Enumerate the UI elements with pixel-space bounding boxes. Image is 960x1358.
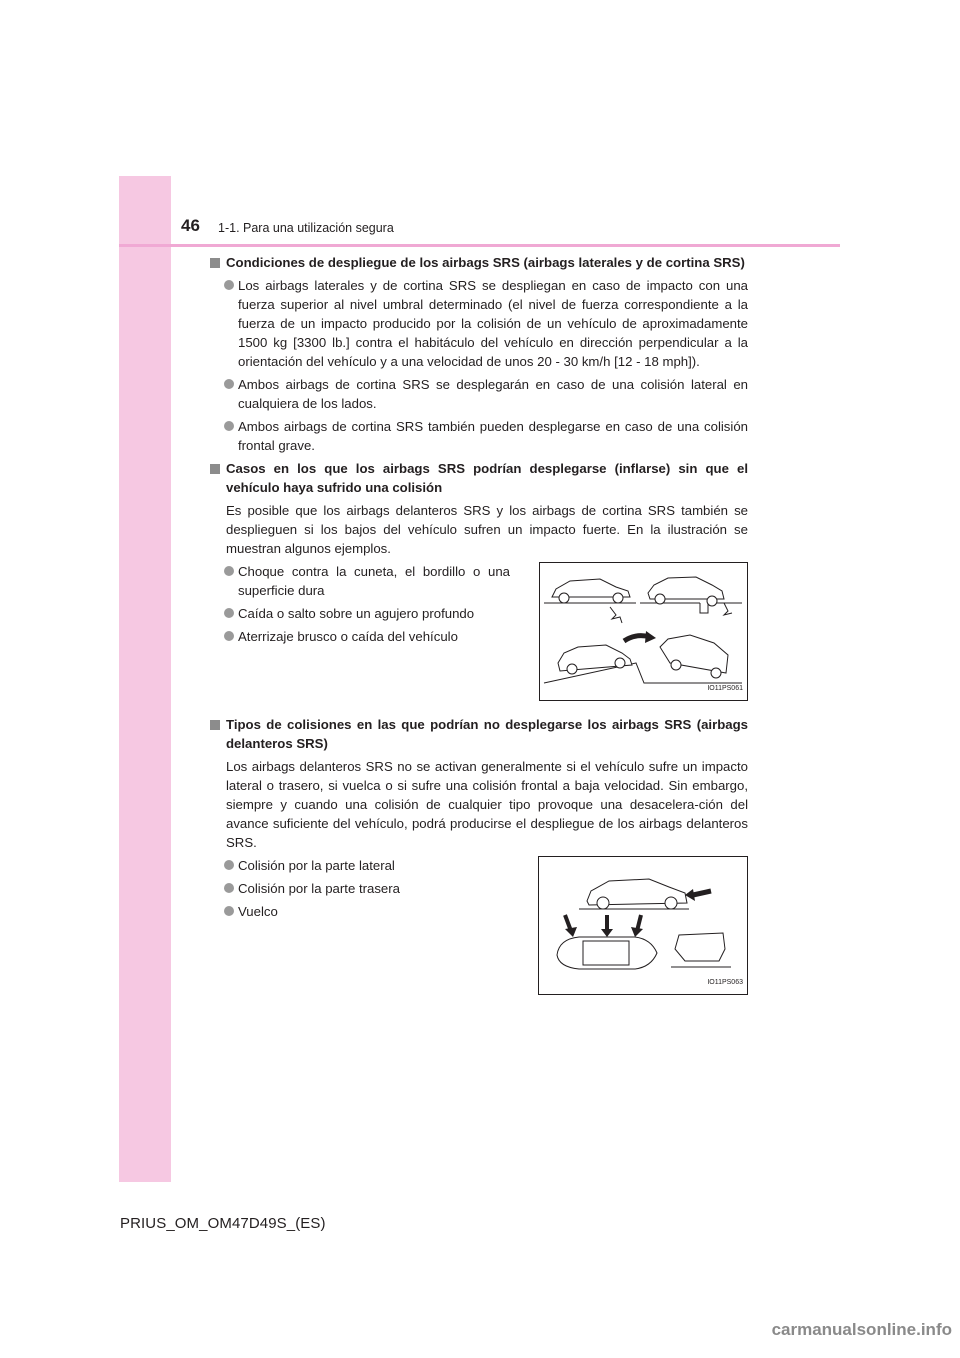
- watermark-link[interactable]: carmanualsonline.info: [771, 1320, 952, 1339]
- section-title: 1-1. Para una utilización segura: [218, 221, 394, 235]
- square-bullet-icon: [210, 464, 220, 474]
- list-item: Aterrizaje brusco o caída del vehículo: [210, 627, 510, 646]
- list-item: Los airbags laterales y de cortina SRS se despliegan en caso de impacto con una fuerza superior al nivel umbral determinado (el nivel de fuerza correspondiente a la fuerza de un impacto producido por la colisión de un vehículo de aproximadamente 1500 kg [3300 lb.] contra el habitáculo del vehículo en dirección perpendicular a la orientación del vehículo y a una velocidad de unos 20 - 30 km/h [12 - 18 mph]).: [210, 276, 748, 371]
- list-item: Ambos airbags de cortina SRS se desplegarán en caso de una colisión lateral en cualquiera de los lados.: [210, 375, 748, 413]
- circle-bullet-icon: [224, 883, 234, 893]
- examples-row: [210, 562, 748, 701]
- figure-code: IO11PS063: [707, 979, 743, 986]
- list-item: Colisión por la parte lateral: [210, 856, 510, 875]
- examples-list: [210, 562, 510, 701]
- square-bullet-icon: [210, 720, 220, 730]
- heading-non-deployment-collisions: Tipos de colisiones en las que podrían no desplegarse los airbags SRS (airbags delanteros SRS): [210, 715, 748, 753]
- collision-types-row: [210, 856, 748, 995]
- list-item: Caída o salto sobre un agujero profundo: [210, 604, 510, 623]
- circle-bullet-icon: [224, 631, 234, 641]
- list-item: Vuelco: [210, 902, 510, 921]
- page-tab-sidebar: [119, 176, 171, 1182]
- circle-bullet-icon: [224, 421, 234, 431]
- list-item: Ambos airbags de cortina SRS también pueden desplegarse en caso de una colisión frontal grave.: [210, 417, 748, 455]
- circle-bullet-icon: [224, 860, 234, 870]
- circle-bullet-icon: [224, 566, 234, 576]
- list-item: Choque contra la cuneta, el bordillo o una superficie dura: [210, 562, 510, 600]
- header-rule: [119, 244, 840, 247]
- paragraph: Los airbags delanteros SRS no se activan generalmente si el vehículo sufre un impacto lateral o trasero, si vuelca o si sufre una colisión frontal a baja velocidad. Sin embargo, siempre y cuando una colisión de cualquier tipo provoque una desacelera-ción del avance suficiente del vehículo, podrá producirse el despliegue de los airbags delanteros SRS.: [226, 759, 748, 850]
- list-item: Colisión por la parte trasera: [210, 879, 510, 898]
- circle-bullet-icon: [224, 906, 234, 916]
- circle-bullet-icon: [224, 379, 234, 389]
- illustration-collision-types: [538, 856, 748, 995]
- circle-bullet-icon: [224, 608, 234, 618]
- heading-deploy-without-collision: Casos en los que los airbags SRS podrían desplegarse (inflarse) sin que el vehículo haya sufrido una colisión: [210, 459, 748, 497]
- collision-types-list: [210, 856, 510, 995]
- paragraph: Es posible que los airbags delanteros SRS y los airbags de cortina SRS también se desplieguen si los bajos del vehículo sufren un impacto fuerte. En la ilustración se muestran algunos ejemplos.: [226, 503, 748, 556]
- page-number: 46: [181, 216, 200, 235]
- square-bullet-icon: [210, 258, 220, 268]
- figure-code: IO11PS061: [707, 685, 743, 692]
- main-content: [210, 253, 748, 995]
- heading-side-curtain-deployment: Condiciones de despliegue de los airbags SRS (airbags laterales y de cortina SRS): [210, 253, 748, 272]
- circle-bullet-icon: [224, 280, 234, 290]
- footer-doc-id: PRIUS_OM_OM47D49S_(ES): [120, 1215, 326, 1232]
- illustration-undercarriage-impacts: [539, 562, 748, 701]
